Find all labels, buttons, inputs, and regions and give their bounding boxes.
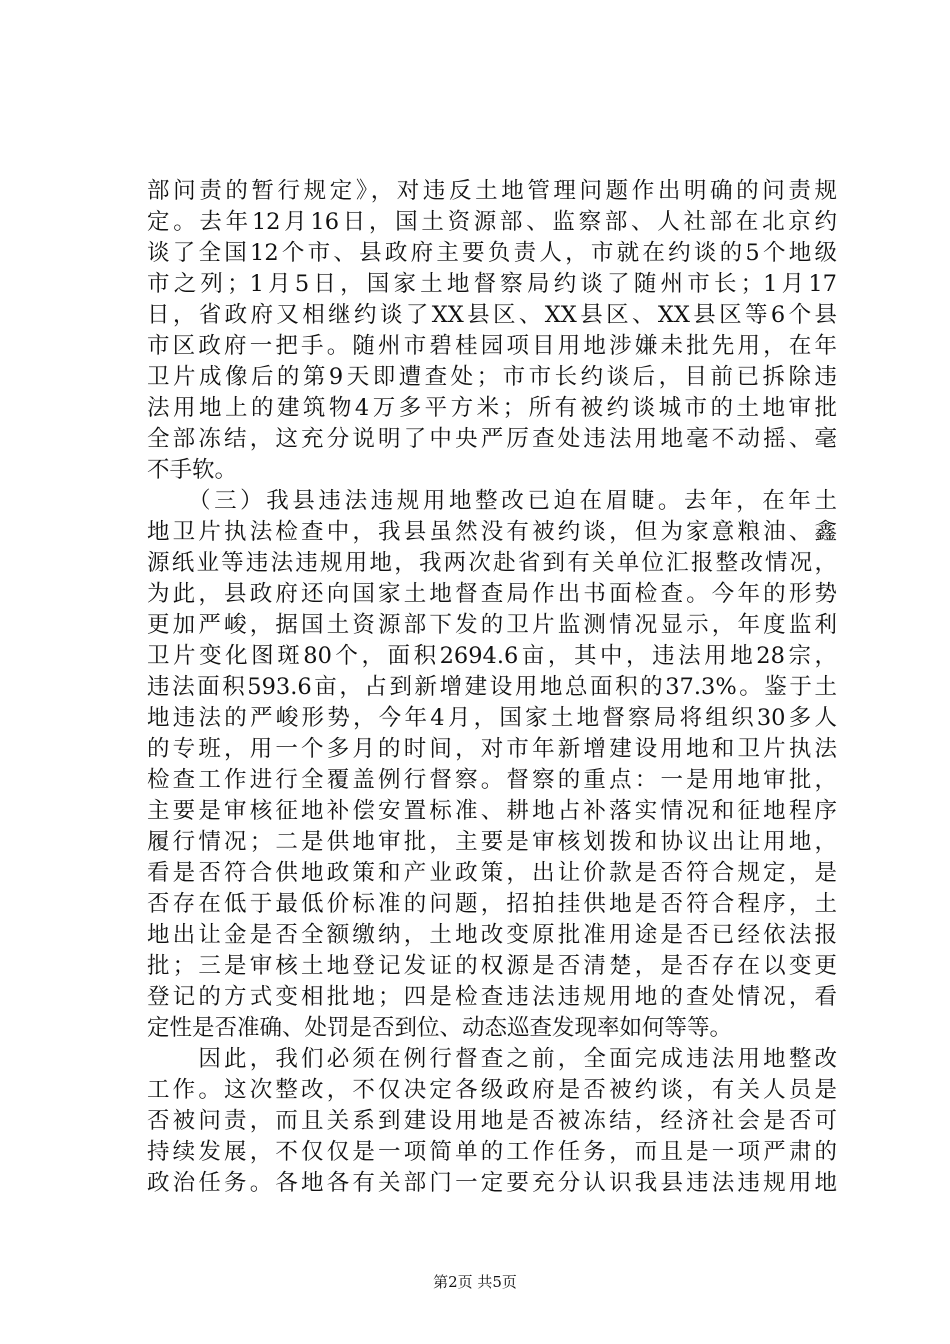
text-line: 持续发展，不仅仅是一项简单的工作任务，而且是一项严肃的	[147, 1139, 837, 1165]
text-line: 定。去年12月16日，国土资源部、监察部、人社部在北京约	[147, 209, 837, 235]
text-line: 工作。这次整改，不仅决定各级政府是否被约谈，有关人员是	[147, 1077, 837, 1103]
text-line: 更加严峻，据国土资源部下发的卫片监测情况显示，年度监利	[147, 612, 837, 638]
text-line: 主要是审核征地补偿安置标准、耕地占补落实情况和征地程序	[147, 798, 837, 824]
text-line: 部问责的暂行规定》，对违反土地管理问题作出明确的问责规	[147, 178, 837, 204]
text-line: 违法面积593.6亩，占到新增建设用地总面积的37.3%。鉴于土	[147, 674, 837, 700]
text-line: 否被问责，而且关系到建设用地是否被冻结，经济社会是否可	[147, 1108, 837, 1134]
text-line: 谈了全国12个市、县政府主要负责人，市就在约谈的5个地级	[147, 240, 837, 266]
text-line: 全部冻结，这充分说明了中央严厉查处违法用地毫不动摇、毫	[147, 426, 837, 452]
text-line: 否存在低于最低价标准的问题，招拍挂供地是否符合程序，土	[147, 891, 837, 917]
text-line: 定性是否准确、处罚是否到位、动态巡查发现率如何等等。	[147, 1015, 733, 1041]
text-line: 地出让金是否全额缴纳，土地改变原批准用途是否已经依法报	[147, 922, 837, 948]
text-line: 检查工作进行全覆盖例行督察。督察的重点：一是用地审批，	[147, 767, 837, 793]
text-line: 市区政府一把手。随州市碧桂园项目用地涉嫌未批先用，在年	[147, 333, 837, 359]
text-line: 看是否符合供地政策和产业政策，出让价款是否符合规定，是	[147, 860, 837, 886]
text-line: 履行情况；二是供地审批，主要是审核划拨和协议出让用地，	[147, 829, 837, 855]
text-line: 卫片成像后的第9天即遭查处；市市长约谈后，目前已拆除违	[147, 364, 837, 390]
text-line: 登记的方式变相批地；四是检查违法违规用地的查处情况，看	[147, 984, 837, 1010]
text-line: 不手软。	[147, 457, 238, 483]
text-line: 卫片变化图斑80个，面积2694.6亩，其中，违法用地28宗，	[147, 643, 837, 669]
text-line: 源纸业等违法违规用地，我两次赴省到有关单位汇报整改情况，	[147, 550, 837, 576]
text-line: 批；三是审核土地登记发证的权源是否清楚，是否存在以变更	[147, 953, 837, 979]
text-line: 地卫片执法检查中，我县虽然没有被约谈，但为家意粮油、鑫	[147, 519, 837, 545]
text-line: 法用地上的建筑物4万多平方米；所有被约谈城市的土地审批	[147, 395, 837, 421]
document-body	[147, 176, 837, 1199]
text-line: （三）我县违法违规用地整改已迫在眉睫。去年，在年土	[147, 488, 837, 514]
text-line: 为此，县政府还向国家土地督查局作出书面检查。今年的形势	[147, 581, 837, 607]
text-line: 因此，我们必须在例行督查之前，全面完成违法用地整改	[147, 1046, 837, 1072]
text-line: 地违法的严峻形势，今年4月，国家土地督察局将组织30多人	[147, 705, 837, 731]
text-line: 政治任务。各地各有关部门一定要充分认识我县违法违规用地	[147, 1170, 837, 1196]
text-line: 日，省政府又相继约谈了XX县区、XX县区、XX县区等6个县	[147, 302, 837, 328]
text-line: 市之列；1月5日，国家土地督察局约谈了随州市长；1月17	[147, 271, 837, 297]
page-footer: 第2页 共5页	[433, 1273, 517, 1291]
text-line: 的专班，用一个多月的时间，对市年新增建设用地和卫片执法	[147, 736, 837, 762]
